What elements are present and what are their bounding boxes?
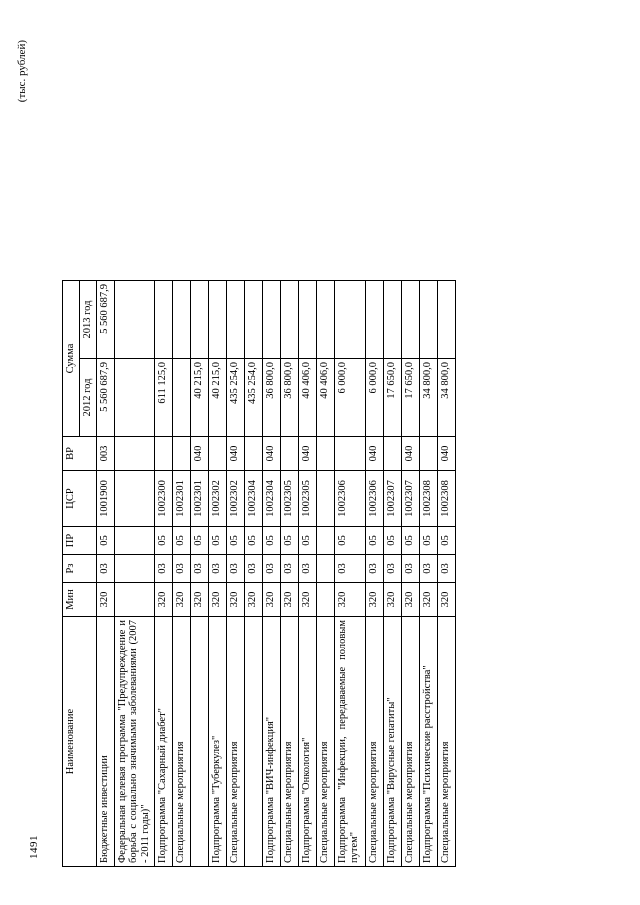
cell-year-2012: 6 000,0 [334,359,365,437]
cell-vr [383,437,401,471]
cell-vr [154,437,172,471]
table-header-row-1 [63,281,80,867]
cell-year-2012: 40 406,0 [316,359,334,437]
cell-name: Специальные мероприятия [365,617,383,867]
cell-rz: 03 [190,555,208,583]
cell-csr: 1002307 [383,471,401,527]
cell-vr [208,437,226,471]
cell-rz: 03 [280,555,298,583]
column-header-year-2013: 2013 год [79,281,96,359]
cell-vr: 040 [365,437,383,471]
table-row [334,281,365,867]
cell-year-2012: 17 650,0 [383,359,401,437]
cell-year-2012 [114,359,154,437]
cell-rz: 03 [96,555,114,583]
cell-year-2012: 611 125,0 [154,359,172,437]
table-row [226,281,244,867]
table-row [401,281,419,867]
cell-rz: 03 [226,555,244,583]
cell-name: Специальные мероприятия [401,617,419,867]
cell-csr: 1002301 [190,471,208,527]
table-row [114,281,154,867]
cell-rz [114,555,154,583]
cell-year-2013 [365,281,383,359]
cell-year-2013 [383,281,401,359]
cell-vr [419,437,437,471]
cell-min: 320 [334,583,365,617]
budget-table-container [62,280,456,867]
cell-vr: 040 [262,437,280,471]
table-header [63,281,97,867]
cell-min: 320 [172,583,190,617]
cell-rz: 03 [334,555,365,583]
cell-year-2012: 6 000,0 [365,359,383,437]
cell-year-2012: 435 254,0 [226,359,244,437]
cell-pr: 05 [208,527,226,555]
cell-csr: 1002305 [280,471,298,527]
cell-min [316,583,334,617]
cell-pr: 05 [262,527,280,555]
cell-year-2013 [154,281,172,359]
cell-rz: 03 [262,555,280,583]
cell-rz: 03 [208,555,226,583]
cell-vr: 040 [226,437,244,471]
cell-year-2013: 5 560 687,9 [96,281,114,359]
cell-rz [316,555,334,583]
cell-vr [172,437,190,471]
cell-csr: 1002304 [244,471,262,527]
table-row [419,281,437,867]
cell-year-2013 [437,281,455,359]
cell-year-2013 [280,281,298,359]
cell-min: 320 [226,583,244,617]
table-row [208,281,226,867]
cell-year-2012: 17 650,0 [401,359,419,437]
cell-pr: 05 [298,527,316,555]
cell-name [244,617,262,867]
cell-vr [316,437,334,471]
cell-rz: 03 [244,555,262,583]
cell-year-2013 [298,281,316,359]
page-number: 1491 [28,835,40,859]
cell-csr: 1002305 [298,471,316,527]
cell-name: Специальные мероприятия [316,617,334,867]
cell-csr: 1002307 [401,471,419,527]
cell-year-2013 [316,281,334,359]
cell-csr: 1002306 [334,471,365,527]
cell-year-2012: 36 800,0 [262,359,280,437]
cell-vr: 003 [96,437,114,471]
cell-min: 320 [262,583,280,617]
cell-csr [114,471,154,527]
table-row [383,281,401,867]
cell-year-2012: 36 800,0 [280,359,298,437]
cell-min: 320 [401,583,419,617]
cell-year-2012: 34 800,0 [437,359,455,437]
cell-rz: 03 [383,555,401,583]
table-row [172,281,190,867]
cell-pr: 05 [190,527,208,555]
cell-name: Бюджетные инвестиции [96,617,114,867]
cell-rz: 03 [365,555,383,583]
cell-pr [316,527,334,555]
cell-csr [316,471,334,527]
cell-pr: 05 [419,527,437,555]
table-row [244,281,262,867]
column-header-name: Наименование [63,617,97,867]
table-row [280,281,298,867]
cell-pr: 05 [383,527,401,555]
cell-name: Подпрограмма "Сахарный диабет" [154,617,172,867]
cell-name: Подпрограмма "ВИЧ-инфекция" [262,617,280,867]
table-row [154,281,172,867]
cell-pr [114,527,154,555]
cell-rz: 03 [401,555,419,583]
cell-name: Подпрограмма "Туберкулез" [208,617,226,867]
cell-csr: 1002300 [154,471,172,527]
cell-csr: 1002301 [172,471,190,527]
cell-year-2012 [172,359,190,437]
cell-vr: 040 [190,437,208,471]
cell-name: Подпрограмма "Психические расстройства" [419,617,437,867]
cell-rz: 03 [298,555,316,583]
cell-vr [114,437,154,471]
cell-csr: 1002306 [365,471,383,527]
cell-pr: 05 [96,527,114,555]
cell-name: Специальные мероприятия [172,617,190,867]
cell-csr: 1002304 [262,471,280,527]
cell-year-2013 [419,281,437,359]
table-body [96,281,455,867]
cell-vr [244,437,262,471]
cell-vr: 040 [401,437,419,471]
units-note: (тыс. рублей) [16,40,28,103]
cell-rz: 03 [154,555,172,583]
cell-csr: 1002308 [437,471,455,527]
cell-vr: 040 [298,437,316,471]
cell-rz: 03 [172,555,190,583]
cell-min: 320 [190,583,208,617]
table-row [190,281,208,867]
cell-min: 320 [365,583,383,617]
cell-year-2013 [244,281,262,359]
cell-year-2013 [334,281,365,359]
table-row [365,281,383,867]
cell-min [114,583,154,617]
table-row [262,281,280,867]
table-row [298,281,316,867]
cell-name: Специальные мероприятия [226,617,244,867]
cell-pr: 05 [401,527,419,555]
cell-pr: 05 [437,527,455,555]
cell-pr: 05 [280,527,298,555]
column-header-csr: ЦСР [63,471,97,527]
cell-name: Подпрограмма "Онкология" [298,617,316,867]
cell-year-2013 [114,281,154,359]
cell-year-2012: 40 215,0 [190,359,208,437]
cell-rz: 03 [419,555,437,583]
cell-pr: 05 [172,527,190,555]
cell-vr [334,437,365,471]
cell-year-2013 [262,281,280,359]
column-header-sum: Сумма [63,281,80,437]
cell-csr: 1002308 [419,471,437,527]
cell-year-2013 [208,281,226,359]
cell-min: 320 [208,583,226,617]
cell-year-2012: 34 800,0 [419,359,437,437]
cell-pr: 05 [154,527,172,555]
cell-name [190,617,208,867]
cell-year-2012: 435 254,0 [244,359,262,437]
cell-pr: 05 [244,527,262,555]
column-header-year-2012: 2012 год [79,359,96,437]
column-header-min: Мин [63,583,97,617]
cell-pr: 05 [334,527,365,555]
column-header-rz: Рз [63,555,97,583]
table-row [437,281,455,867]
cell-year-2013 [190,281,208,359]
cell-name: Специальные мероприятия [437,617,455,867]
cell-min: 320 [419,583,437,617]
cell-min: 320 [280,583,298,617]
cell-year-2013 [226,281,244,359]
cell-year-2012: 40 406,0 [298,359,316,437]
cell-year-2013 [172,281,190,359]
cell-csr: 1001900 [96,471,114,527]
cell-year-2013 [401,281,419,359]
budget-table [62,280,456,867]
cell-csr: 1002302 [208,471,226,527]
cell-vr [280,437,298,471]
cell-rz: 03 [437,555,455,583]
cell-name: Подпрограмма "Вирусные гепатиты" [383,617,401,867]
cell-min: 320 [298,583,316,617]
cell-csr: 1002302 [226,471,244,527]
cell-min: 320 [244,583,262,617]
cell-min: 320 [154,583,172,617]
cell-name: Специальные мероприятия [280,617,298,867]
table-row [316,281,334,867]
table-row [96,281,114,867]
cell-min: 320 [96,583,114,617]
cell-pr: 05 [226,527,244,555]
column-header-vr: ВР [63,437,97,471]
cell-name: Федеральная целевая программа "Предупреждение и борьба с социально значимыми заболеваниями (2007 - 2011 годы)" [114,617,154,867]
cell-year-2012: 5 560 687,9 [96,359,114,437]
column-header-pr: ПР [63,527,97,555]
cell-min: 320 [383,583,401,617]
cell-min: 320 [437,583,455,617]
cell-year-2012: 40 215,0 [208,359,226,437]
cell-vr: 040 [437,437,455,471]
cell-name: Подпрограмма "Инфекции, передаваемые половым путем" [334,617,365,867]
cell-pr: 05 [365,527,383,555]
